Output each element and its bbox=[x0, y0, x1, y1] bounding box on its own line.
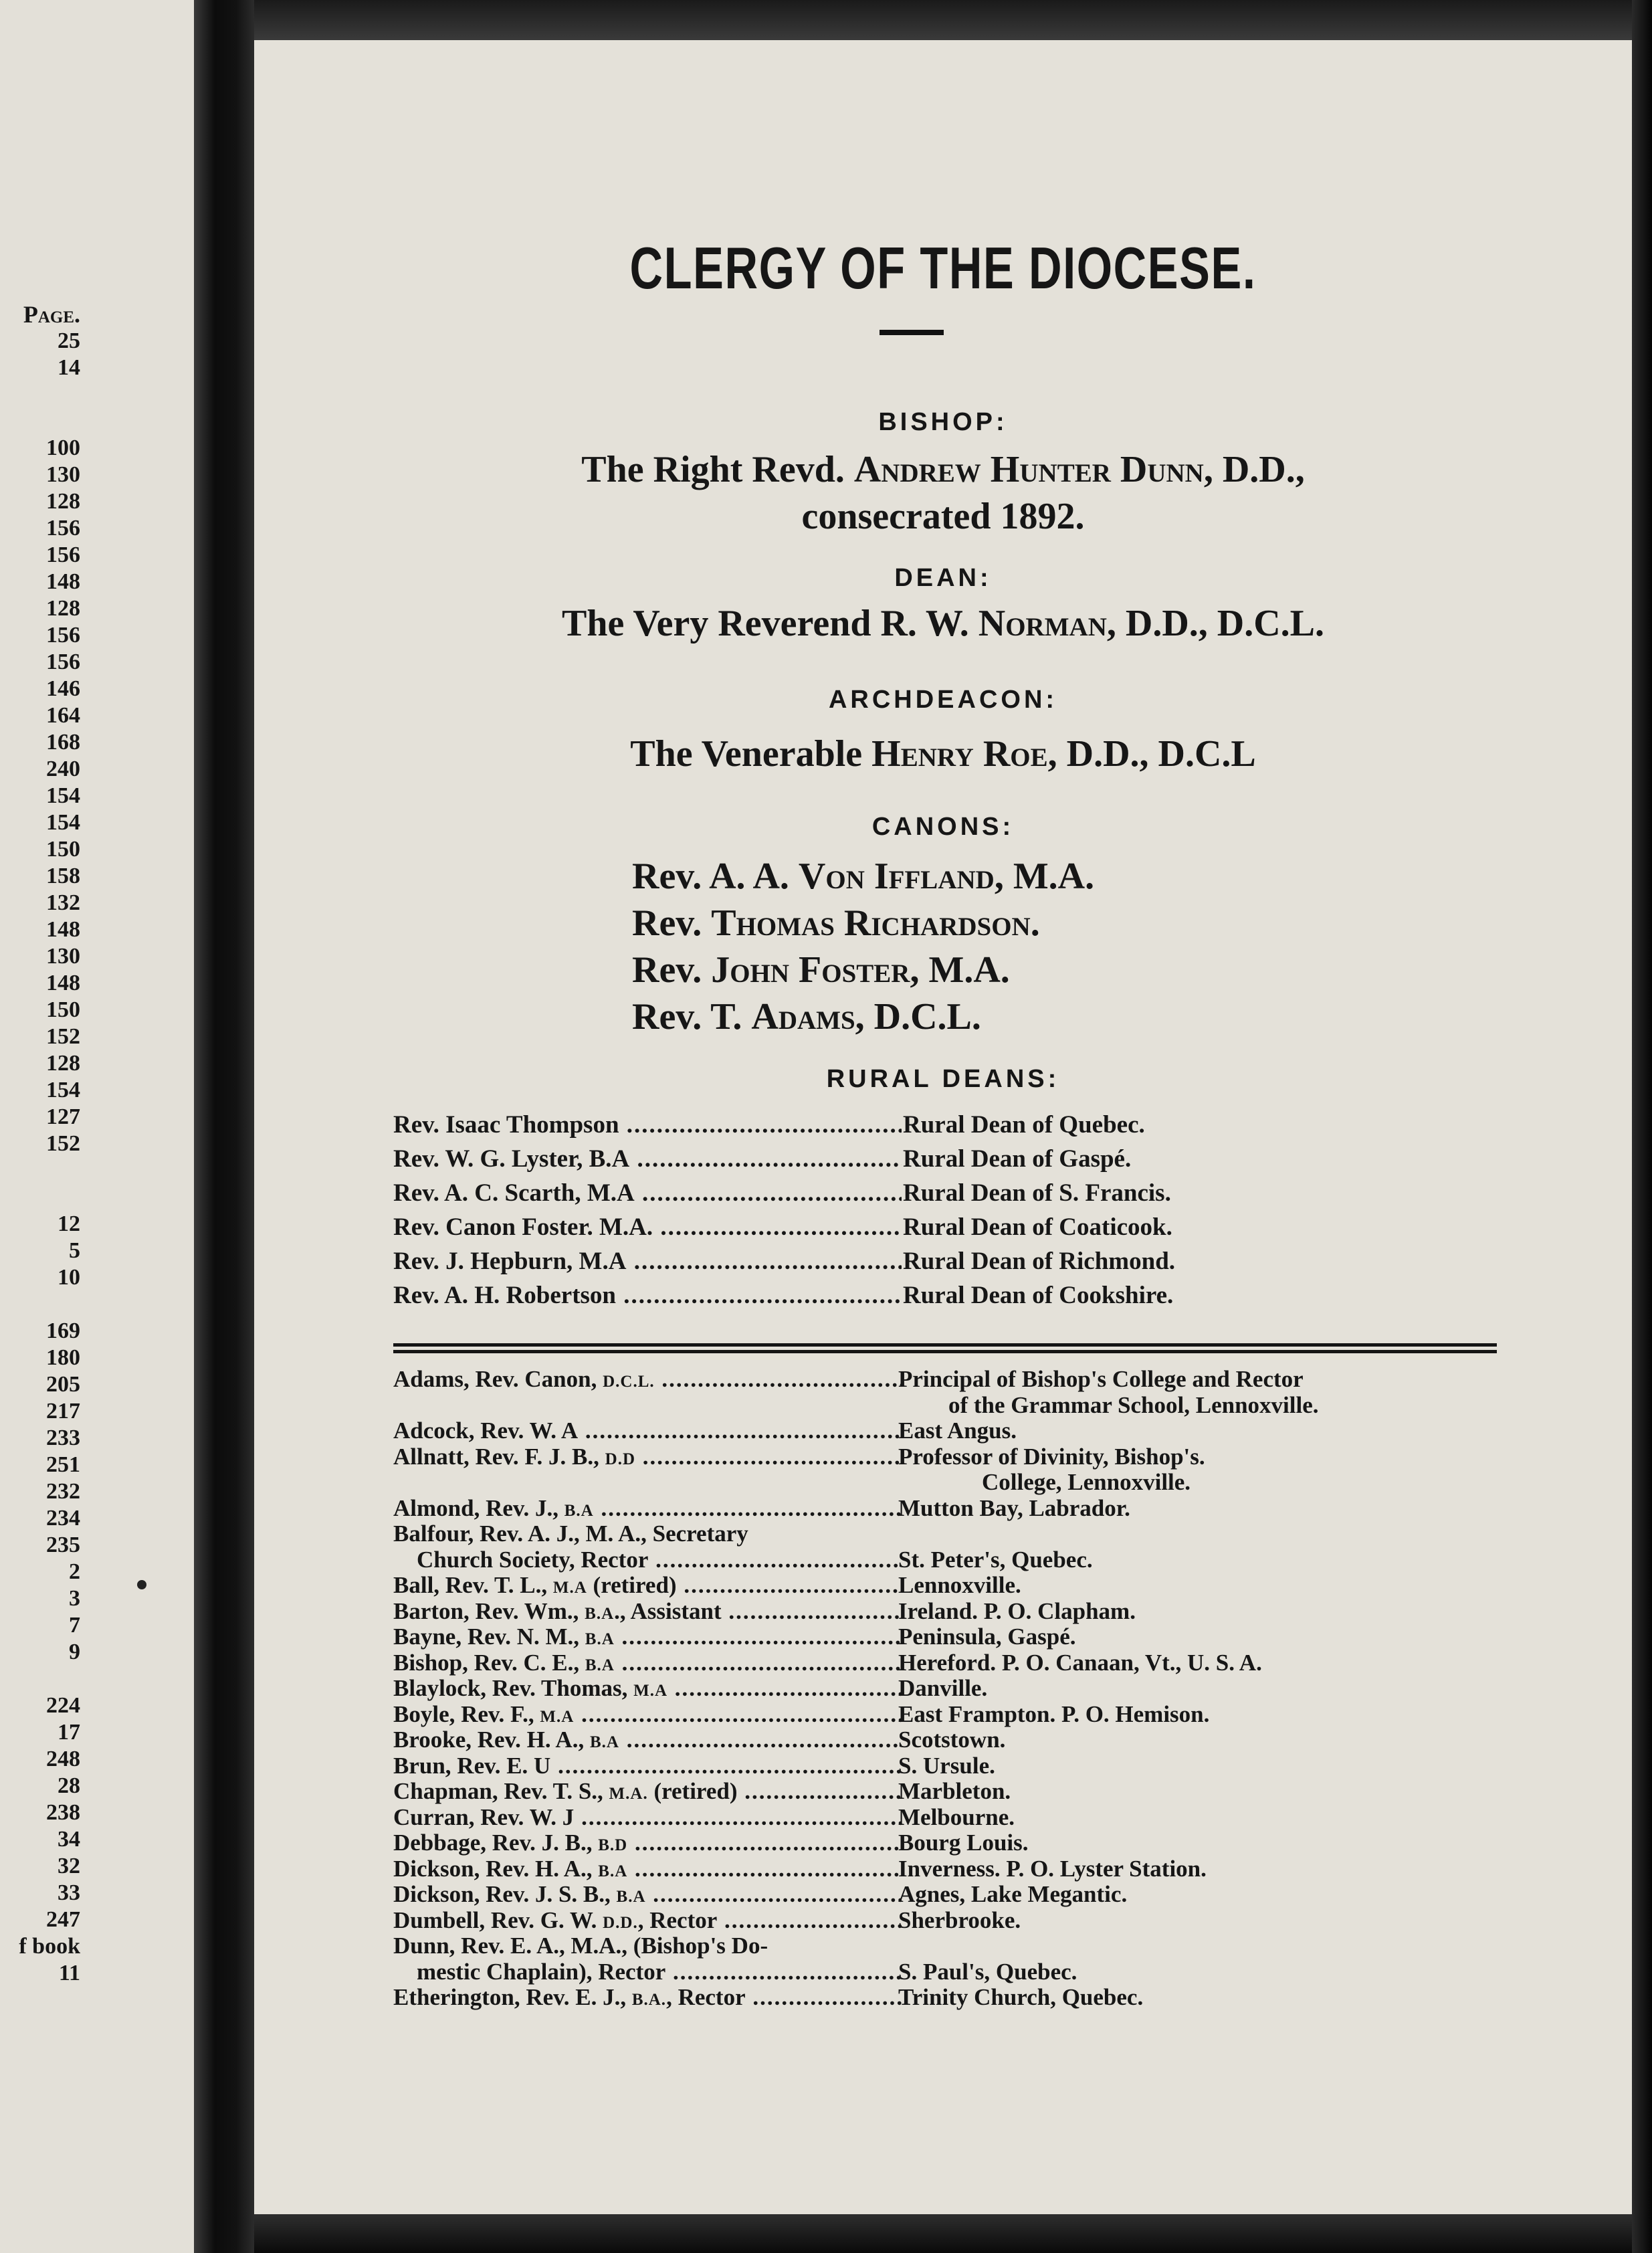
clergy-place: Ireland. P. O. Clapham. bbox=[898, 1597, 1136, 1624]
clergy-degree: D.C.L. bbox=[603, 1373, 655, 1391]
page-number: 168 bbox=[46, 730, 80, 755]
page-number-gap bbox=[7, 408, 80, 435]
page-number: 11 bbox=[58, 1961, 80, 1985]
clergy-entry bbox=[393, 1366, 1497, 1392]
book-gutter bbox=[194, 0, 254, 2253]
clergy-degree: B.A bbox=[564, 1501, 594, 1520]
page-title: CLERGY OF THE DIOCESE. bbox=[629, 235, 1257, 301]
clergy-name: Dunn, Rev. E. A., M.A., (Bishop's Do- bbox=[393, 1933, 768, 1959]
clergy-degree: B.A. bbox=[631, 1991, 667, 2009]
clergy-place: Peninsula, Gaspé. bbox=[898, 1624, 1076, 1650]
clergy-place: St. Peter's, Quebec. bbox=[898, 1546, 1093, 1573]
clergy-name: Barton, Rev. Wm., B.A., Assistant ..... bbox=[393, 1598, 902, 1625]
clergy-name: Ball, Rev. T. L., M.A (retired) ..... bbox=[393, 1572, 902, 1599]
page-number: 156 bbox=[46, 650, 80, 674]
page-number: 234 bbox=[46, 1506, 80, 1531]
clergy-name: Adams, Rev. Canon, D.C.L. ..... bbox=[393, 1366, 902, 1393]
clergy-entry bbox=[393, 1933, 1497, 1959]
page-number: 150 bbox=[46, 837, 80, 862]
page-number: 248 bbox=[46, 1747, 80, 1771]
rural-dean-office: Rural Dean of Gaspé. bbox=[903, 1145, 1132, 1173]
page-number: 5 bbox=[69, 1238, 80, 1263]
rural-dean-entry bbox=[393, 1213, 1497, 1247]
rural-dean-office: Rural Dean of Coaticook. bbox=[903, 1213, 1172, 1241]
ink-dot bbox=[137, 1580, 146, 1589]
page-number: 247 bbox=[46, 1907, 80, 1932]
clergy-entry bbox=[393, 1830, 1497, 1856]
page-number: 148 bbox=[46, 569, 80, 594]
clergy-place: Mutton Bay, Labrador. bbox=[898, 1494, 1130, 1521]
clergy-entry bbox=[393, 1856, 1497, 1882]
page-number: 34 bbox=[58, 1827, 80, 1852]
clergy-place: S. Ursule. bbox=[898, 1752, 995, 1779]
clergy-entry bbox=[393, 1778, 1497, 1804]
clergy-entry bbox=[393, 1624, 1497, 1650]
rural-dean-office: Rural Dean of Quebec. bbox=[903, 1111, 1145, 1139]
bishop-heading: BISHOP: bbox=[878, 408, 1008, 436]
clergy-entry bbox=[393, 1701, 1497, 1727]
page-number: 217 bbox=[46, 1399, 80, 1424]
page-number: 154 bbox=[46, 810, 80, 835]
page-number: 128 bbox=[46, 596, 80, 621]
page-column-header: Page. bbox=[23, 301, 80, 328]
clergy-entry bbox=[393, 1417, 1497, 1444]
page-number: 164 bbox=[46, 703, 80, 728]
clergy-entry bbox=[393, 1907, 1497, 1933]
page-number: 128 bbox=[46, 1051, 80, 1076]
rural-dean-name: Rev. Isaac Thompson ..... bbox=[393, 1110, 902, 1139]
clergy-degree: M.A bbox=[540, 1707, 575, 1726]
page-number: 33 bbox=[58, 1880, 80, 1905]
clergy-name: Bishop, Rev. C. E., B.A ..... bbox=[393, 1650, 902, 1676]
clergy-entry bbox=[393, 1598, 1497, 1624]
clergy-place: Melbourne. bbox=[898, 1803, 1015, 1830]
page-number: 180 bbox=[46, 1345, 80, 1370]
page-number: 3 bbox=[69, 1586, 80, 1611]
rural-dean-entry bbox=[393, 1281, 1497, 1315]
page-number: 233 bbox=[46, 1426, 80, 1450]
page-number: 100 bbox=[46, 435, 80, 460]
clergy-name: Curran, Rev. W. J ..... bbox=[393, 1804, 902, 1831]
page-number-column bbox=[7, 301, 80, 1987]
rural-deans-heading: RURAL DEANS: bbox=[826, 1065, 1060, 1093]
page-number: 156 bbox=[46, 516, 80, 541]
clergy-name: Dickson, Rev. H. A., B.A ..... bbox=[393, 1856, 902, 1882]
clergy-entry bbox=[393, 1727, 1497, 1753]
clergy-place: Principal of Bishop's College and Rector bbox=[898, 1366, 1304, 1392]
clergy-place: Lennoxville. bbox=[898, 1572, 1021, 1598]
clergy-place: S. Paul's, Quebec. bbox=[898, 1958, 1077, 1985]
clergy-entry bbox=[393, 1650, 1497, 1676]
rural-dean-name: Rev. W. G. Lyster, B.A ..... bbox=[393, 1145, 902, 1173]
rural-dean-entry bbox=[393, 1110, 1497, 1145]
page-number: 146 bbox=[46, 676, 80, 701]
rural-dean-office: Rural Dean of Cookshire. bbox=[903, 1282, 1174, 1309]
canon-entry: Rev. A. A. Von Iffland, M.A. bbox=[632, 856, 1095, 897]
clergy-degree: B.A bbox=[585, 1656, 615, 1674]
page-number-gap bbox=[7, 381, 80, 408]
rural-deans-list bbox=[393, 1110, 1497, 1315]
clergy-place: Scotstown. bbox=[898, 1727, 1006, 1753]
scan-top-edge bbox=[254, 0, 1632, 40]
page-number: 25 bbox=[58, 328, 80, 353]
page-number: 169 bbox=[46, 1318, 80, 1343]
page-number: 148 bbox=[46, 917, 80, 942]
page-number: 205 bbox=[46, 1372, 80, 1397]
clergy-place: Hereford. P. O. Canaan, Vt., U. S. A. bbox=[898, 1649, 1262, 1676]
clergy-entry bbox=[393, 1444, 1497, 1470]
clergy-degree: B.A bbox=[585, 1604, 615, 1623]
rural-dean-name: Rev. Canon Foster. M.A. ..... bbox=[393, 1213, 902, 1242]
page-number: 9 bbox=[69, 1640, 80, 1664]
archdeacon-name-line: The Venerable Henry Roe, D.D., D.C.L bbox=[630, 733, 1256, 775]
page-number: 17 bbox=[58, 1720, 80, 1745]
clergy-degree: D.D bbox=[605, 1450, 635, 1468]
clergy-list bbox=[393, 1366, 1497, 2010]
clergy-degree: B.D bbox=[598, 1836, 628, 1854]
canons-list bbox=[632, 853, 1094, 1040]
clergy-name: Chapman, Rev. T. S., M.A. (retired) ..... bbox=[393, 1778, 902, 1805]
canon-entry: Rev. John Foster, M.A. bbox=[632, 949, 1010, 991]
clergy-degree: B.A bbox=[585, 1630, 615, 1648]
rural-dean-office: Rural Dean of Richmond. bbox=[903, 1248, 1176, 1275]
clergy-degree: M.A bbox=[552, 1579, 587, 1597]
clergy-name: Brun, Rev. E. U ..... bbox=[393, 1753, 902, 1779]
double-rule-divider bbox=[393, 1343, 1497, 1354]
page-number: 238 bbox=[46, 1800, 80, 1825]
page-number: 232 bbox=[46, 1479, 80, 1504]
scan-bottom-edge bbox=[254, 2214, 1632, 2253]
clergy-place-continuation: College, Lennoxville. bbox=[982, 1469, 1191, 1495]
clergy-name: mestic Chaplain), Rector ..... bbox=[393, 1959, 902, 1985]
clergy-place: Danville. bbox=[898, 1675, 988, 1701]
clergy-entry bbox=[393, 1572, 1497, 1598]
clergy-entry bbox=[393, 1521, 1497, 1547]
page-number: 150 bbox=[46, 997, 80, 1022]
page-number: 10 bbox=[58, 1265, 80, 1290]
page-number: 128 bbox=[46, 489, 80, 514]
clergy-entry bbox=[393, 1984, 1497, 2010]
dean-heading: DEAN: bbox=[894, 564, 992, 592]
canons-heading: CANONS: bbox=[871, 813, 1015, 841]
clergy-degree: B.A bbox=[589, 1733, 619, 1751]
rural-dean-name: Rev. J. Hepburn, M.A ..... bbox=[393, 1247, 902, 1276]
clergy-entry bbox=[393, 1675, 1497, 1701]
bishop-name-line: The Right Revd. Andrew Hunter Dunn, D.D., bbox=[581, 449, 1305, 490]
clergy-degree: B.A bbox=[598, 1862, 628, 1880]
clergy-degree: B.A bbox=[616, 1888, 646, 1906]
page-number: 132 bbox=[46, 890, 80, 915]
clergy-degree: D.D. bbox=[603, 1913, 638, 1932]
clergy-name: Blaylock, Rev. Thomas, M.A ..... bbox=[393, 1675, 902, 1702]
page-number: 7 bbox=[69, 1613, 80, 1638]
page-number-gap bbox=[7, 1291, 80, 1318]
clergy-place: East Angus. bbox=[898, 1417, 1017, 1444]
rural-dean-name: Rev. A. C. Scarth, M.A ..... bbox=[393, 1179, 902, 1207]
title-rule bbox=[880, 330, 944, 335]
clergy-place-continuation: of the Grammar School, Lennoxville. bbox=[948, 1391, 1319, 1418]
page-number: 127 bbox=[46, 1104, 80, 1129]
rural-dean-office: Rural Dean of S. Francis. bbox=[903, 1179, 1171, 1207]
rural-dean-name: Rev. A. H. Robertson ..... bbox=[393, 1281, 902, 1310]
page-number: 148 bbox=[46, 971, 80, 995]
clergy-place: Agnes, Lake Megantic. bbox=[898, 1881, 1128, 1907]
clergy-entry bbox=[393, 1392, 1497, 1418]
canon-entry: Rev. Thomas Richardson. bbox=[632, 902, 1040, 944]
page-number-gap bbox=[7, 1157, 80, 1184]
clergy-place: Inverness. P. O. Lyster Station. bbox=[898, 1855, 1207, 1882]
clergy-place: Professor of Divinity, Bishop's. bbox=[898, 1443, 1205, 1470]
clergy-name: Boyle, Rev. F., M.A ..... bbox=[393, 1701, 902, 1728]
clergy-entry bbox=[393, 1753, 1497, 1779]
dean-name-line: The Very Reverend R. W. Norman, D.D., D.C.L. bbox=[562, 603, 1324, 644]
clergy-name: Balfour, Rev. A. J., M. A., Secretary bbox=[393, 1521, 748, 1547]
clergy-name: Allnatt, Rev. F. J. B., D.D ..... bbox=[393, 1444, 902, 1470]
clergy-entry bbox=[393, 1495, 1497, 1521]
clergy-name: Bayne, Rev. N. M., B.A ..... bbox=[393, 1624, 902, 1650]
page-number: f book bbox=[19, 1934, 80, 1959]
page-number: 224 bbox=[46, 1693, 80, 1718]
clergy-name: Church Society, Rector ..... bbox=[393, 1547, 902, 1573]
page-number: 32 bbox=[58, 1854, 80, 1878]
clergy-entry bbox=[393, 1881, 1497, 1907]
main-page bbox=[254, 40, 1632, 2214]
clergy-name: Dumbell, Rev. G. W. D.D., Rector ..... bbox=[393, 1907, 902, 1934]
page-number: 158 bbox=[46, 864, 80, 888]
page-number: 28 bbox=[58, 1773, 80, 1798]
page-number: 156 bbox=[46, 543, 80, 567]
page-number: 152 bbox=[46, 1024, 80, 1049]
rural-dean-entry bbox=[393, 1247, 1497, 1281]
clergy-name: Dickson, Rev. J. S. B., B.A ..... bbox=[393, 1881, 902, 1908]
clergy-place: Trinity Church, Quebec. bbox=[898, 1984, 1144, 2010]
page-number: 2 bbox=[69, 1559, 80, 1584]
clergy-name: Almond, Rev. J., B.A ..... bbox=[393, 1495, 902, 1522]
page-number: 130 bbox=[46, 462, 80, 487]
clergy-name: Debbage, Rev. J. B., B.D ..... bbox=[393, 1830, 902, 1856]
clergy-name: Adcock, Rev. W. A ..... bbox=[393, 1417, 902, 1444]
page-number: 14 bbox=[58, 355, 80, 380]
clergy-place: Sherbrooke. bbox=[898, 1906, 1021, 1933]
page-number: 154 bbox=[46, 1078, 80, 1102]
clergy-name: Etherington, Rev. E. J., B.A., Rector ..... bbox=[393, 1984, 902, 2011]
clergy-place: Marbleton. bbox=[898, 1778, 1011, 1804]
page-number: 156 bbox=[46, 623, 80, 648]
scan-right-edge bbox=[1632, 0, 1652, 2253]
page-number: 12 bbox=[58, 1211, 80, 1236]
page-number: 130 bbox=[46, 944, 80, 969]
left-page-fragment bbox=[0, 0, 194, 2253]
clergy-entry bbox=[393, 1959, 1497, 1985]
page-number: 240 bbox=[46, 757, 80, 781]
bishop-consecrated-line: consecrated 1892. bbox=[801, 496, 1085, 537]
clergy-degree: M.A. bbox=[609, 1785, 648, 1803]
clergy-place: Bourg Louis. bbox=[898, 1830, 1029, 1856]
clergy-degree: M.A bbox=[633, 1682, 668, 1700]
canon-entry: Rev. T. Adams, D.C.L. bbox=[632, 996, 981, 1038]
page-number: 152 bbox=[46, 1131, 80, 1156]
clergy-entry bbox=[393, 1804, 1497, 1830]
clergy-name: Brooke, Rev. H. A., B.A ..... bbox=[393, 1727, 902, 1753]
rural-dean-entry bbox=[393, 1145, 1497, 1179]
page-number: 154 bbox=[46, 783, 80, 808]
page-number: 235 bbox=[46, 1533, 80, 1557]
page-number-gap bbox=[7, 1666, 80, 1692]
page-number: 251 bbox=[46, 1452, 80, 1477]
archdeacon-heading: ARCHDEACON: bbox=[828, 686, 1058, 714]
rural-dean-entry bbox=[393, 1179, 1497, 1213]
clergy-entry bbox=[393, 1547, 1497, 1573]
clergy-entry bbox=[393, 1469, 1497, 1495]
page-number-gap bbox=[7, 1184, 80, 1211]
clergy-place: East Frampton. P. O. Hemison. bbox=[898, 1700, 1210, 1727]
